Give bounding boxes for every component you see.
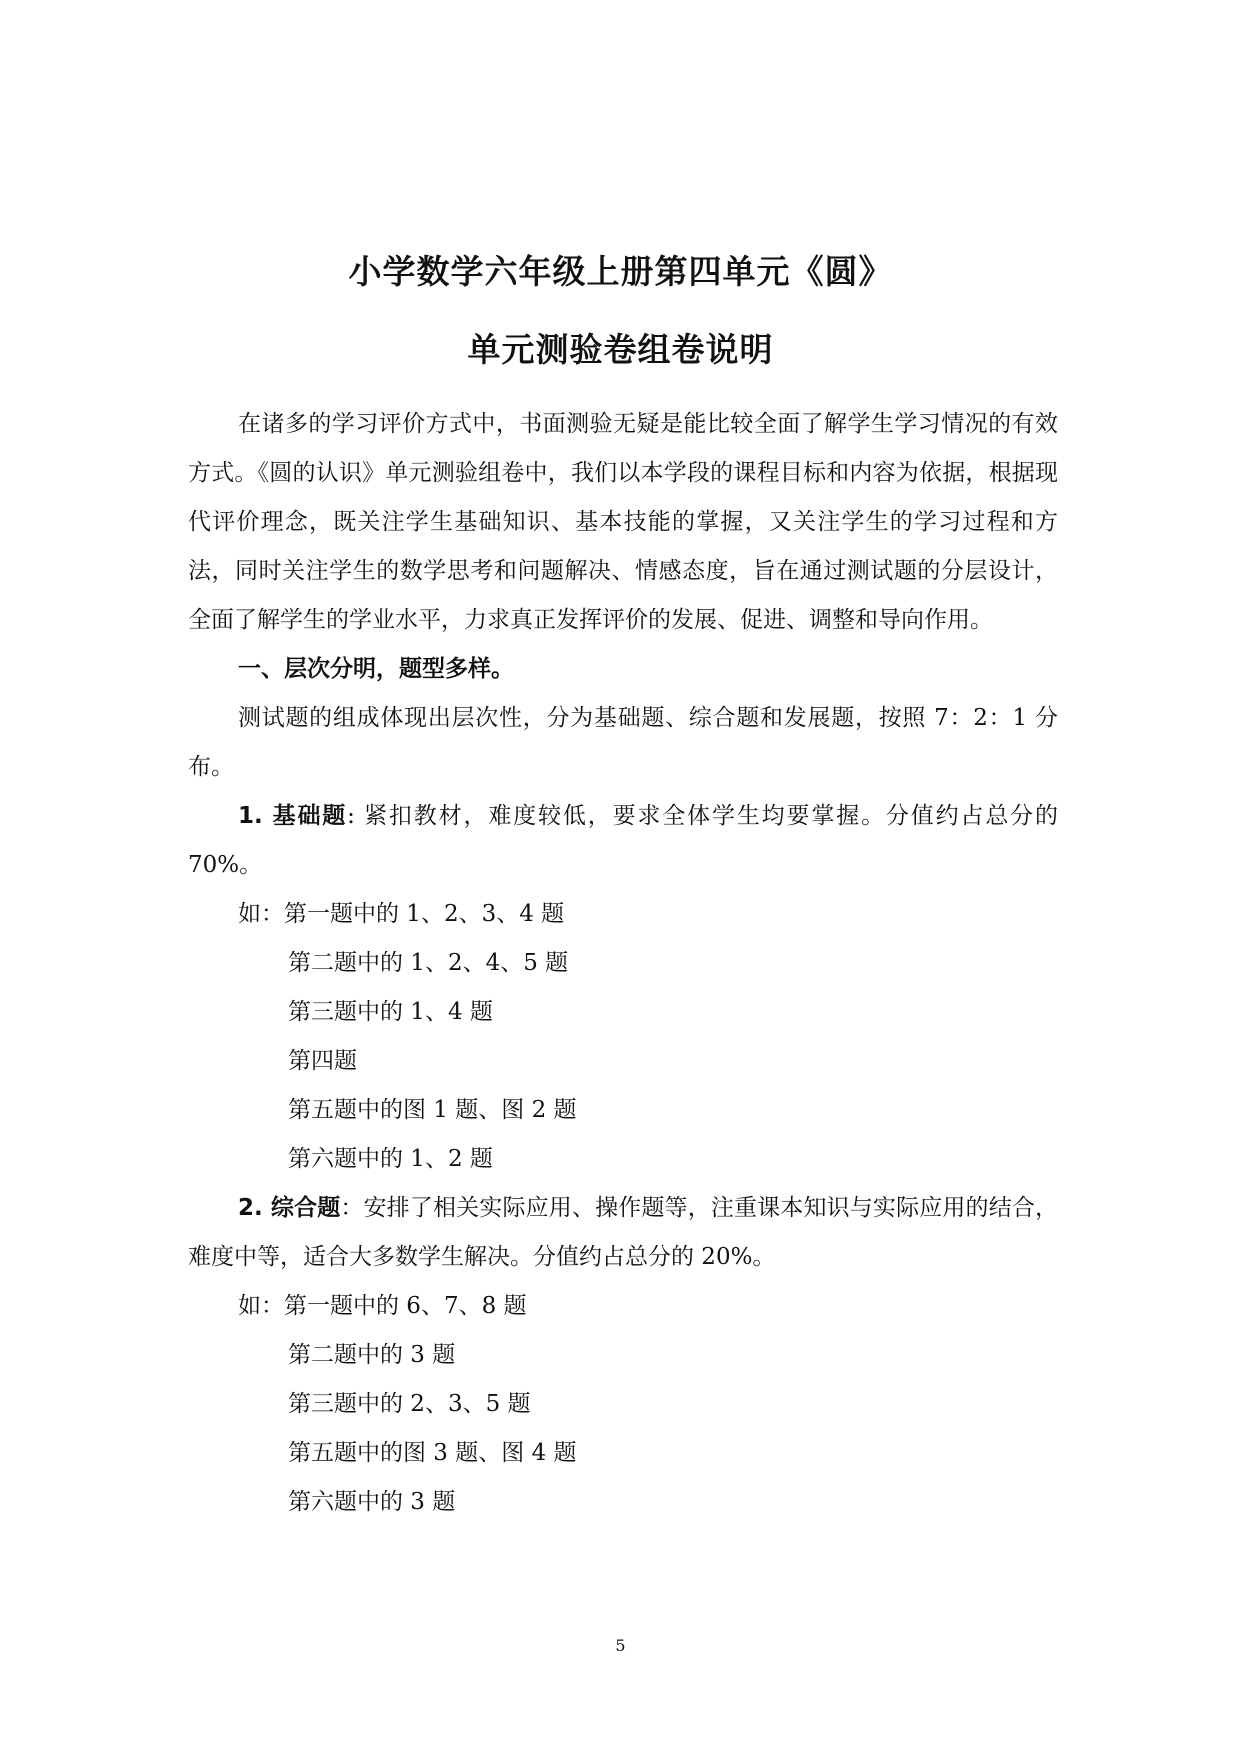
intro-paragraph: 在诸多的学习评价方式中，书面测验无疑是能比较全面了解学生学习情况的有效方式。《圆的认识》单元测验组卷中，我们以本学段的课程目标和内容为依据，根据现代评价理念，既关注学生基础知识、基本技能的掌握，又关注学生的学习过程和方法，同时关注学生的数学思考和问题解决、情感态度，旨在通过测试题的分层设计，全面了解学生的学业水平，力求真正发挥评价的发展、促进、调整和导向作用。 [188,411,1058,633]
basic-example-item: 第四题 [288,1048,357,1074]
basic-separator: : [347,803,365,829]
comprehensive-example-item: 如：第一题中的 6、7、8 题 [238,1293,527,1319]
page-subtitle: 单元测验卷组卷说明 [467,330,774,369]
comprehensive-label: 2. 综合题 [238,1195,341,1221]
basic-example-item: 第六题中的 1、2 题 [288,1146,493,1172]
section1-heading: 一、层次分明，题型多样。 [238,656,514,682]
basic-label: 1. 基础题 [238,803,348,829]
comprehensive-example-prefix: 如： [238,1293,284,1319]
comprehensive-example-item: 第三题中的 2、3、5 题 [288,1391,531,1417]
basic-paragraph [188,792,1058,890]
page-number: 5 [615,1636,626,1655]
document-body [188,400,1058,1527]
basic-example-prefix: 如： [238,901,284,927]
comprehensive-text: 安排了相关实际应用、操作题等，注重课本知识与实际应用的结合，难度中等，适合大多数学生解决。分值约占总分的 20%。 [188,1195,1059,1270]
comprehensive-paragraph [188,1184,1058,1282]
comprehensive-separator: ： [340,1195,364,1221]
basic-example-item: 第二题中的 1、2、4、5 题 [288,950,569,976]
comprehensive-example-item: 第五题中的图 3 题、图 4 题 [288,1440,577,1466]
comprehensive-example-item: 第二题中的 3 题 [288,1342,456,1368]
page-title: 小学数学六年级上册第四单元《圆》 [348,252,893,291]
basic-example-item: 第五题中的图 1 题、图 2 题 [288,1097,577,1123]
basic-example-item: 如：第一题中的 1、2、3、4 题 [238,901,565,927]
basic-example-item: 第三题中的 1、4 题 [288,999,493,1025]
comprehensive-example-item: 第六题中的 3 题 [288,1489,456,1515]
section1-paragraph: 测试题的组成体现出层次性，分为基础题、综合题和发展题，按照 7：2：1 分布。 [188,705,1058,780]
basic-text: 紧扣教材，难度较低，要求全体学生均要掌握。分值约占总分的 70%。 [188,803,1059,878]
